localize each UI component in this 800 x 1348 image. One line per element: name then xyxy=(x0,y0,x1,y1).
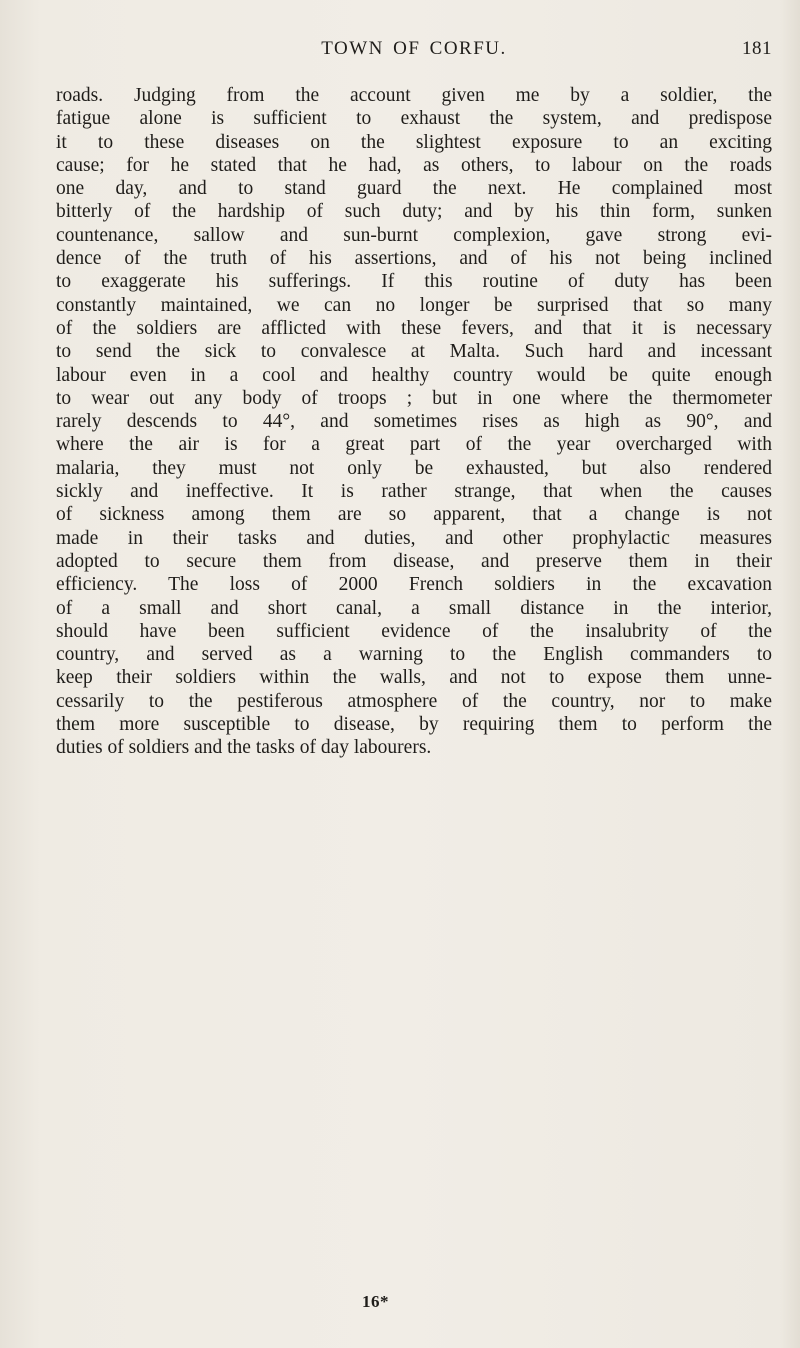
text-line: keep their soldiers within the walls, and not to expose them unne- xyxy=(56,667,772,689)
text-line: country, and served as a warning to the English commanders to xyxy=(56,644,772,666)
page-header xyxy=(56,38,772,68)
text-line: of sickness among them are so apparent, that a change is not xyxy=(56,504,772,526)
printer-signature-mark: 16* xyxy=(362,1292,389,1311)
text-line: should have been sufficient evidence of the insalubrity of the xyxy=(56,620,772,642)
text-line: sickly and ineffective. It is rather strange, that when the causes xyxy=(56,481,772,503)
text-line: it to these diseases on the slightest exposure to an exciting xyxy=(56,131,772,153)
text-line: malaria, they must not only be exhausted, but also rendered xyxy=(56,457,772,479)
text-line: of a small and short canal, a small distance in the interior, xyxy=(56,597,772,619)
text-line: dence of the truth of his assertions, and of his not being inclined xyxy=(56,248,772,270)
text-line: one day, and to stand guard the next. He complained most xyxy=(56,178,772,200)
text-line: constantly maintained, we can no longer be surprised that so many xyxy=(56,294,772,316)
text-line: countenance, sallow and sun-burnt complexion, gave strong evi- xyxy=(56,224,772,246)
text-line: made in their tasks and duties, and other prophylactic measures xyxy=(56,527,772,549)
text-line: to exaggerate his sufferings. If this routine of duty has been xyxy=(56,271,772,293)
text-line: adopted to secure them from disease, and preserve them in their xyxy=(56,550,772,572)
text-line: of the soldiers are afflicted with these fevers, and that it is necessary xyxy=(56,317,772,339)
text-line: roads. Judging from the account given me by a soldier, the xyxy=(56,85,772,106)
text-line: labour even in a cool and healthy country would be quite enough xyxy=(56,364,772,386)
text-line: efficiency. The loss of 2000 French soldiers in the excavation xyxy=(56,574,772,596)
text-line: where the air is for a great part of the year overcharged with xyxy=(56,434,772,456)
text-line: cessarily to the pestiferous atmosphere of the country, nor to make xyxy=(56,690,772,712)
page-number: 181 xyxy=(742,38,772,59)
text-line: to wear out any body of troops ; but in one where the thermometer xyxy=(56,387,772,409)
text-line: to send the sick to convalesce at Malta. Such hard and incessant xyxy=(56,341,772,363)
text-line: rarely descends to 44°, and sometimes rises as high as 90°, and xyxy=(56,411,772,433)
text-line: them more susceptible to disease, by requiring them to perform the xyxy=(56,714,772,736)
text-line: cause; for he stated that he had, as others, to labour on the roads xyxy=(56,154,772,176)
running-title: TOWN OF CORFU. xyxy=(321,38,507,59)
text-line: bitterly of the hardship of such duty; and by his thin form, sunken xyxy=(56,201,772,223)
text-line: fatigue alone is sufficient to exhaust the system, and predispose xyxy=(56,108,772,130)
text-line: duties of soldiers and the tasks of day labourers. xyxy=(56,737,432,759)
body-text xyxy=(56,84,772,760)
